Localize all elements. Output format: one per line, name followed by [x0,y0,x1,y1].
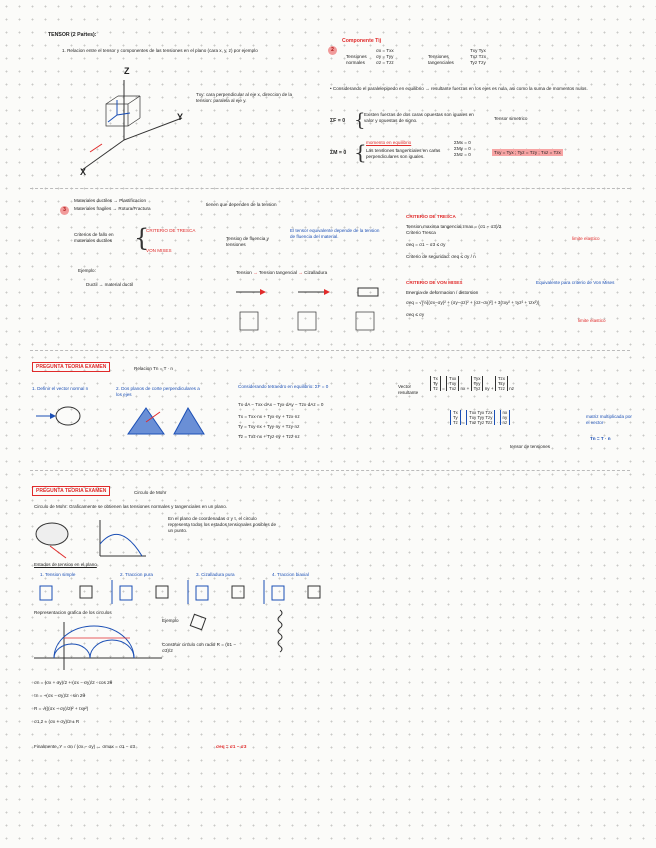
stress-state-shear: Tension tangencial [258,270,297,275]
sum-moments-text: Las tensiones tangenciales en caras perpendiculares son iguales. [366,148,441,159]
shear-stress-xz: Txz Tzx [470,54,486,59]
mohr-eq: R = √(((σx − σy)/2)² + τxy²) [34,706,89,711]
page-title: TENSOR (2 Partes): [48,32,97,38]
tetra-eq: Ty = Txy·nx + Tyy·ny + Tzy·nz [238,424,300,429]
stress-state-tension: Tension [236,270,252,275]
question1-step1: 1. Definir el vector normal n [32,386,89,391]
final-red: σeq = σ1 − σ3 [216,744,247,749]
question2-subtitle: Circulo de Mohr [134,490,167,495]
sum-moments-title: momento en equilibrio [366,140,412,145]
tensor-matrix-label: tensor de tensiones [510,444,551,449]
symmetry-result: Txy = Tyx ; Tyz = Tzy ; Txz = Tzx [494,150,561,155]
axis-z-label: Z [124,66,130,76]
arrow-icon: → [253,270,259,275]
tresca-lines [406,224,501,260]
state-item: 4. Traccion biaxial [272,572,309,577]
sum-forces-label: ΣF = 0 [330,118,346,124]
part1-item1: 1. Relacion entre el tensor y componentes de las tensiones en el plano (cara x, y, z) por ejemplo [62,48,258,53]
tresca-line: Criterio Tresca [406,230,436,235]
ductile-line: Materiales ductiles → Plastificacion [74,198,146,203]
ductile-example: Ductil → material ductil [86,282,133,287]
tetrahedron-diagram [126,404,216,438]
example-label: Ejemplo: [78,268,96,273]
sum-moments-eqs [454,140,471,158]
normal-stress-z: σz = Tzz [376,60,394,65]
brittle-line: Materiales fragiles → Rotura/Fractura [74,206,151,211]
criteria-blue-note: El tensor equivalente depende de la tension de fluencia del material. [290,228,380,239]
normal-stress-x: σx = Txx [376,48,394,53]
vector-form-label: Vector resultante [398,384,419,395]
mohr-equations [34,680,112,725]
criteria-brace: { [134,224,150,252]
vonmises-note: Equivalente para criterio de Von Mises [536,280,615,285]
question1-eqs [238,402,323,440]
drawing-label: Representacion grafica de los circulos [34,610,112,615]
failure-badge: 3 [60,198,69,216]
final-line: Finalmente, Y = σn / (σx − σy) → σmax = σ1 − σ3 [34,744,136,749]
vonmises-label: VON MISES [146,248,172,253]
state-item: 3. Cizalladura pura [196,572,235,577]
normal-stresses-label: Tensiones normales [346,54,367,65]
section-divider [30,188,630,189]
sum-forces-text: Existen fuerzas de dos caras opuestas son iguales en valor y opuestas de signo. [364,112,474,123]
mohr-eq: σ1,2 = (σx + σy)/2 ± R [34,719,80,724]
vonmises-line: σeq = √(½[(σx−σy)² + (σy−σz)² + (σz−σx)²] + 3(τxy² + τyz² + τzx²)) [406,300,540,305]
sum-forces-result: Tensor simetrico [494,116,528,121]
axis-x-label: X [80,167,87,177]
stress-state-cut: Cizalladura [304,270,328,275]
tetra-eq: Tz = Txz·nx + Tyz·ny + Tzz·nz [238,434,300,439]
example-right-label: Ejemplo [162,618,179,623]
sum-forces-brace: { [354,110,366,131]
vonmises-line: σeq ≤ σy [406,312,425,317]
tresca-line: Tension maxima tangencial τmax = (σ1 − σ3)/2 [406,224,502,229]
mohr-eq: τn = −(σx − σy)/2 · sin 2θ [34,693,86,698]
states-label: Estados de tension en el plano [34,562,97,567]
equilibrium-note: • Considerando el paralelepipedo en equilibrio → resultante fuerzas en los ejes es nula, asi como la suma de momentos nulos. [330,86,588,91]
sum-moments-brace: { [354,140,367,164]
red-tag-tresca: limite elastico [572,236,600,241]
tetra-eq: Tx = Txx·nx + Tyx·ny + Tzx·nz [238,414,300,419]
sum-moments-label: ΣM = 0 [330,150,347,156]
question2-intro: Circulo de Mohr: Graficamente se obtienen las tensiones normales y tangenciales en un plano. [34,504,228,509]
tresca-line: σeq = σ1 − σ3 ≤ σy [406,242,446,247]
element-sketch [186,612,216,632]
part1-note: Txy: cara perpendicular al eje x, direccion de la tension: paralela al eje y. [196,92,293,103]
exam-question-box: PREGUNTA TEORIA EXAMEN [32,362,110,372]
criteria-label: Criterios de fallo en materiales ductiles [74,232,114,243]
question2-desc: En el plano de coordenadas σ y τ, el circulo representa todos los estados tensionales posibles de un punto. [168,516,277,533]
shear-stress-yz: Tyz Tzy [470,60,486,65]
shear-stresses-list [470,48,486,66]
stress-states-diagrams [236,282,396,336]
section-divider [30,350,630,351]
shear-stress-xy: Txy Tyx [470,48,486,53]
mohr-intro-diagrams [30,514,160,562]
stress-states-row [236,270,327,276]
components-badge: 2 [328,38,337,56]
states-diagrams [36,580,336,608]
construct-text: Construir circulo con radio R = (σ1 − σ3)/2 [162,642,237,653]
vonmises-title: CRITERIO DE VON MISES [406,280,463,285]
vonmises-line: Energia de deformacion / distorsion [406,290,479,295]
tresca-title: CRITERIO DE TRESCA [406,214,456,219]
sum-moment-x: ΣMx = 0 [454,140,471,145]
state-item: 2. Traccion pura [120,572,153,577]
exam-question-box: PREGUNTA TEORIA EXAMEN [32,486,110,496]
normal-vector-diagram [36,402,86,432]
mohr-eq: σn = (σx + σy)/2 + (σx − σy)/2 · cos 2θ [34,680,113,685]
mohr-circles-diagram [34,618,164,674]
question1-subtitle: Relacion Tn = T · n [134,366,173,371]
red-tag-vonmises: limite elastico [578,318,606,323]
matrix-note: matriz multiplicada por el vector [586,414,632,425]
axis-y-label: Y [177,112,184,122]
final-relation: Tn = T · n [590,436,611,441]
vonmises-lines [406,290,539,318]
components-title: Componente Tij [342,38,382,44]
arrow-icon: → [298,270,305,275]
failure-note: tienen que dependen de la tension [206,202,277,207]
spring-coil-icon [276,610,284,656]
sum-moment-y: ΣMy = 0 [454,146,471,151]
question1-step2: 2. Dos planos de corte perpendiculares a los ejes [116,386,200,397]
sum-moment-z: ΣMz = 0 [454,152,471,157]
tetra-eq: Tx·dA − Txx·dAx − Tyx·dAy − Tzx·dAz = 0 [238,402,324,407]
tresca-line: Criterio de seguridad: σeq ≤ σy / n [406,254,476,259]
question1-equilibrium: Considerando tetraedro en equilibrio: ΣF = 0 [238,384,329,389]
matrix-product-row: Tx Ty Tz = Txx Tyx Tzx Txy Tyy Tzy Txz Tyz Tzz · nx ny nz [450,410,510,426]
state-item: 1. Tension simple [40,572,76,577]
tresca-label: CRITERIO DE TRESCA [146,228,196,233]
vector-sum-row: Tx Ty Tz = Txx Txy Txz nx + Tyx Tyy Tyz ny + Tzx Tzy Tzz nz [430,376,514,392]
normal-stresses-list [376,48,394,66]
criteria-mid-text: Tension de fluencia y tensiones [226,236,269,247]
shear-stresses-label: Tensiones tangenciales [428,54,454,65]
section-divider [30,470,630,471]
normal-stress-y: σy = Tyy [376,54,394,59]
